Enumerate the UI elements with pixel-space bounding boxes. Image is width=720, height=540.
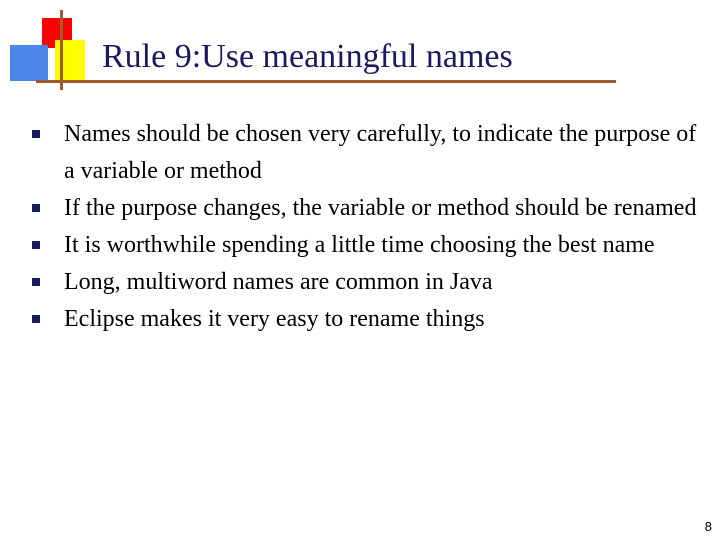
bullet-text: It is worthwhile spending a little time choosing the best name	[64, 232, 655, 258]
bullet-square-icon	[32, 130, 40, 138]
bullet-item	[28, 190, 708, 227]
bullet-square-icon	[32, 278, 40, 286]
bullet-square-icon	[32, 204, 40, 212]
bullet-item	[28, 116, 708, 190]
bullet-text: Long, multiword names are common in Java	[64, 269, 493, 295]
bullet-item	[28, 264, 708, 301]
bullet-item	[28, 301, 708, 338]
bullet-text: If the purpose changes, the variable or method should be renamed	[64, 195, 697, 221]
bullet-square-icon	[32, 315, 40, 323]
bullet-item	[28, 227, 708, 264]
slide-title: Rule 9:Use meaningful names	[102, 38, 513, 75]
bullet-square-icon	[32, 241, 40, 249]
title-rule-line	[36, 80, 616, 83]
bullet-text: Names should be chosen very carefully, to indicate the purpose of a variable or method	[64, 121, 697, 184]
bullet-text: Eclipse makes it very easy to rename things	[64, 306, 485, 332]
decorative-logo	[0, 0, 100, 100]
logo-blue-square	[10, 45, 48, 81]
logo-vertical-line	[60, 10, 63, 90]
page-number: 8	[704, 519, 712, 534]
bullet-list	[28, 116, 708, 338]
